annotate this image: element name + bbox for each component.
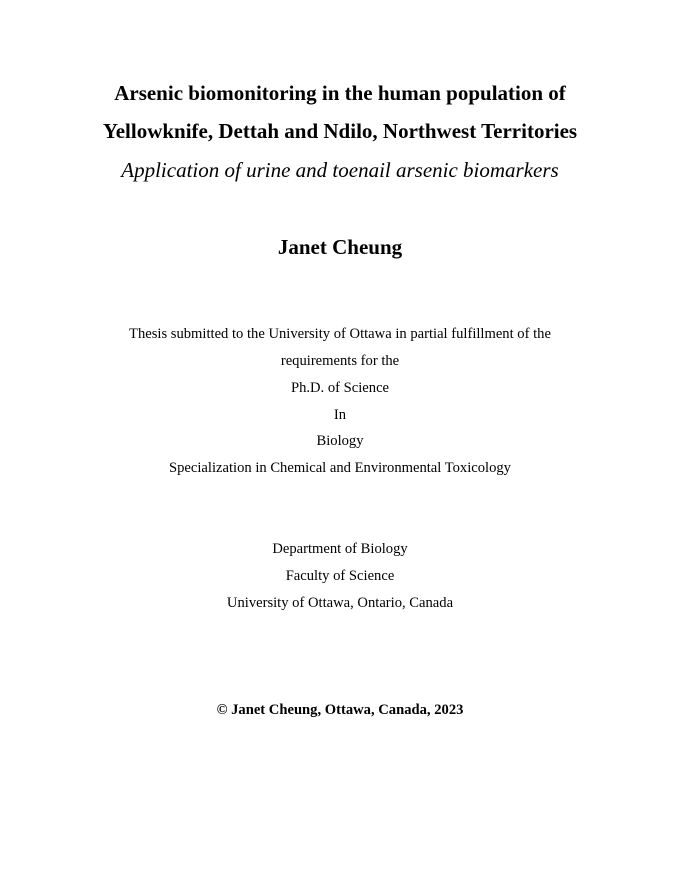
subtitle: Application of urine and toenail arsenic biomarkers bbox=[121, 158, 559, 182]
submission-line-2: requirements for the bbox=[280, 353, 400, 369]
copyright-notice: © Janet Cheung, Ottawa, Canada, 2023 bbox=[216, 702, 464, 718]
title-line-1: Arsenic biomonitoring in the human population of bbox=[114, 81, 566, 105]
faculty: Faculty of Science bbox=[285, 568, 395, 584]
program-name: Biology bbox=[316, 433, 364, 449]
submission-line-1: Thesis submitted to the University of Ottawa in partial fulfillment of the bbox=[129, 326, 551, 342]
author-name: Janet Cheung bbox=[277, 235, 403, 259]
specialization: Specialization in Chemical and Environmental Toxicology bbox=[169, 460, 511, 476]
in-label: In bbox=[333, 407, 347, 423]
title-line-2: Yellowknife, Dettah and Ndilo, Northwest Territories bbox=[102, 119, 578, 143]
university: University of Ottawa, Ontario, Canada bbox=[226, 595, 454, 611]
department: Department of Biology bbox=[272, 541, 408, 557]
degree-name: Ph.D. of Science bbox=[290, 380, 390, 396]
